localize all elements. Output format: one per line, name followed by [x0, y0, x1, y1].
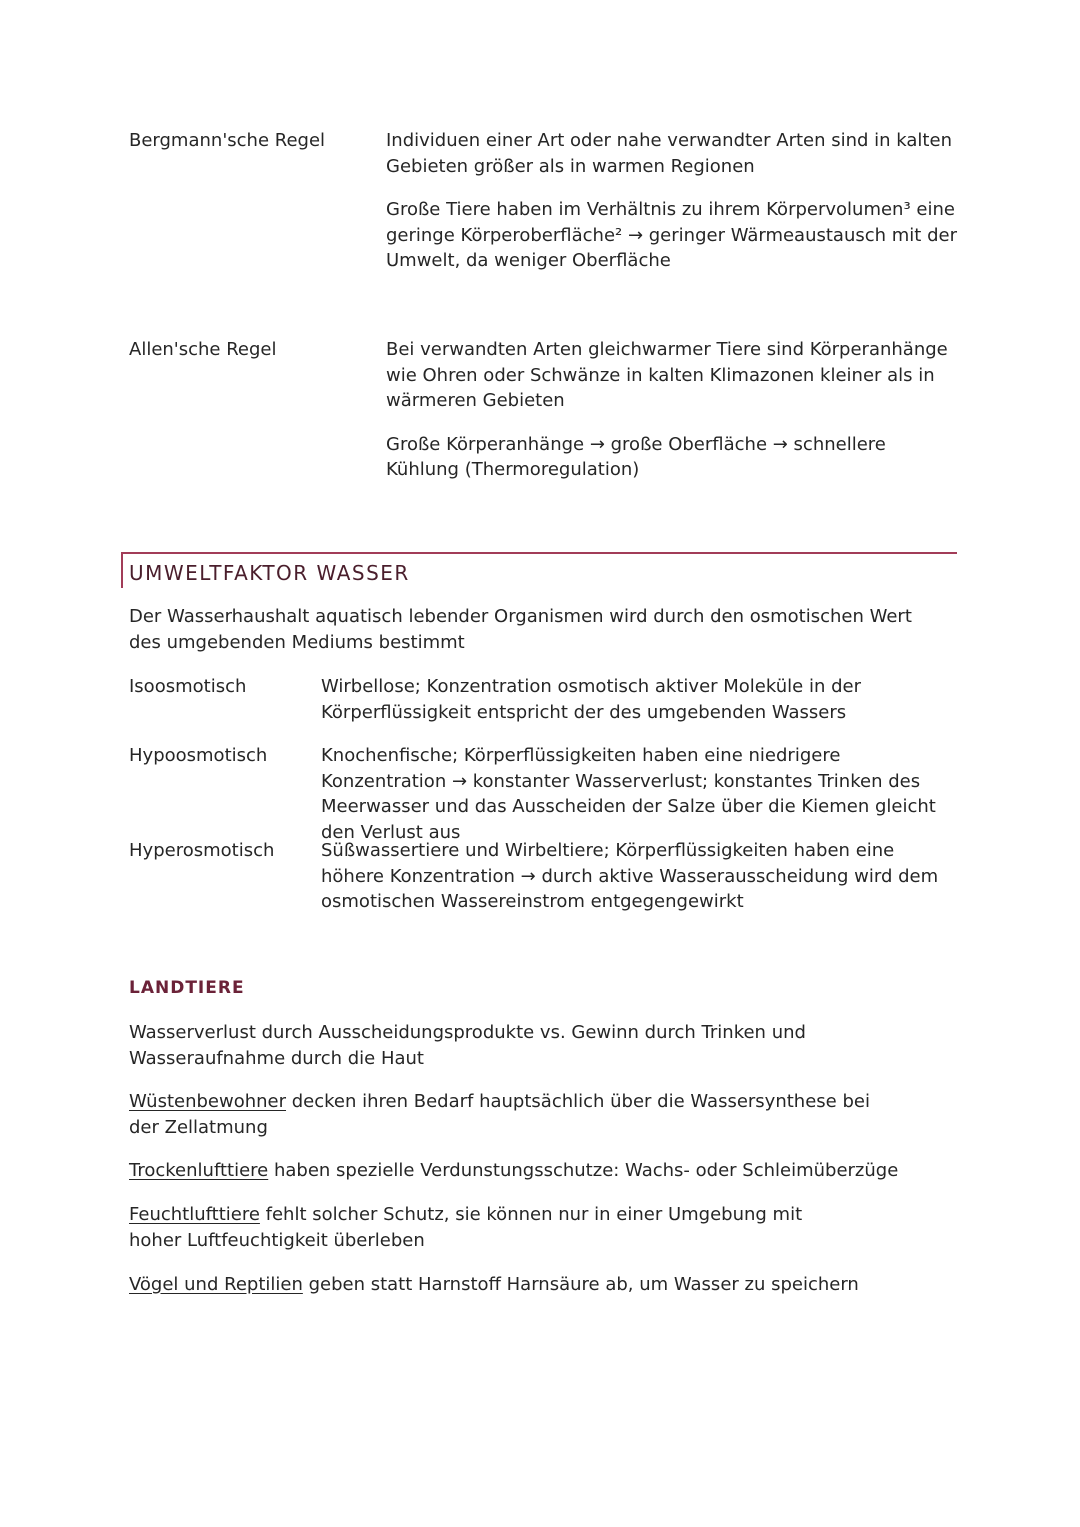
rule-name-bergmann: Bergmann'sche Regel	[129, 130, 326, 151]
section-title: UMWELTFAKTOR WASSER	[129, 561, 410, 585]
section-intro	[129, 604, 944, 655]
osmose-term-hypo: Hypoosmotisch	[129, 745, 268, 766]
rule-desc-bergmann	[386, 128, 961, 274]
landtiere-item	[129, 1272, 959, 1298]
rule-text: Individuen einer Art oder nahe verwandter Arten sind in kalten Gebieten größer als in warmen Regionen	[386, 130, 952, 177]
osmose-term-iso: Isoosmotisch	[129, 676, 247, 697]
landtiere-item	[129, 1202, 849, 1253]
item-key: Wüstenbewohner	[129, 1091, 287, 1112]
item-rest: geben statt Harnstoff Harnsäure ab, um Wasser zu speichern	[302, 1274, 859, 1295]
rule-name-allen: Allen'sche Regel	[129, 339, 277, 360]
intro-text: Wasserverlust durch Ausscheidungsprodukte vs. Gewinn durch Trinken und Wasseraufnahme durch die Haut	[129, 1022, 806, 1069]
item-key: Vögel und Reptilien	[129, 1274, 303, 1295]
item-rest: fehlt solcher Schutz, sie können nur in einer Umgebung mit hoher Luftfeuchtigkeit überleben	[129, 1204, 803, 1251]
item-rest: haben spezielle Verdunstungsschutze: Wachs- oder Schleimüberzüge	[268, 1160, 899, 1181]
landtiere-item	[129, 1089, 899, 1140]
landtiere-item	[129, 1158, 959, 1184]
intro-text: Der Wasserhaushalt aquatisch lebender Organismen wird durch den osmotischen Wert des umgebenden Mediums bestimmt	[129, 606, 912, 653]
item-rest: decken ihren Bedarf hauptsächlich über die Wassersynthese bei der Zellatmung	[129, 1091, 870, 1138]
osmose-term-hyper: Hyperosmotisch	[129, 840, 275, 861]
section-heading	[121, 552, 957, 588]
rule-text: Große Tiere haben im Verhältnis zu ihrem Körpervolumen³ eine geringe Körperoberfläche² → geringer Wärmeaustausch mit der Umwelt, da weniger Oberfläche	[386, 199, 957, 271]
rule-desc-allen	[386, 337, 951, 483]
osmose-text-hyper: Süßwassertiere und Wirbeltiere; Körperflüssigkeiten haben eine höhere Konzentration → durch aktive Wasserausscheidung wird dem osmotischen Wassereinstrom entgegengewirkt	[321, 840, 939, 912]
rule-text: Große Körperanhänge → große Oberfläche → schnellere Kühlung (Thermoregulation)	[386, 433, 886, 480]
subheading-landtiere: LANDTIERE	[129, 978, 245, 998]
rule-text: Bei verwandten Arten gleichwarmer Tiere sind Körperanhänge wie Ohren oder Schwänze in kalten Klimazonen kleiner als in wärmeren Gebieten	[386, 339, 948, 411]
item-key: Trockenlufttiere	[129, 1160, 269, 1181]
landtiere-intro	[129, 1020, 949, 1071]
osmose-text-hypo: Knochenfische; Körperflüssigkeiten haben eine niedrigere Konzentration → konstanter Wasserverlust; konstantes Trinken des Meerwasser und das Ausscheiden der Salze über die Kiemen gleicht den Verlust aus	[321, 745, 936, 843]
osmose-text-iso: Wirbellose; Konzentration osmotisch aktiver Moleküle in der Körperflüssigkeit entspricht der des umgebenden Wassers	[321, 676, 861, 723]
item-key: Feuchtlufttiere	[129, 1204, 260, 1225]
